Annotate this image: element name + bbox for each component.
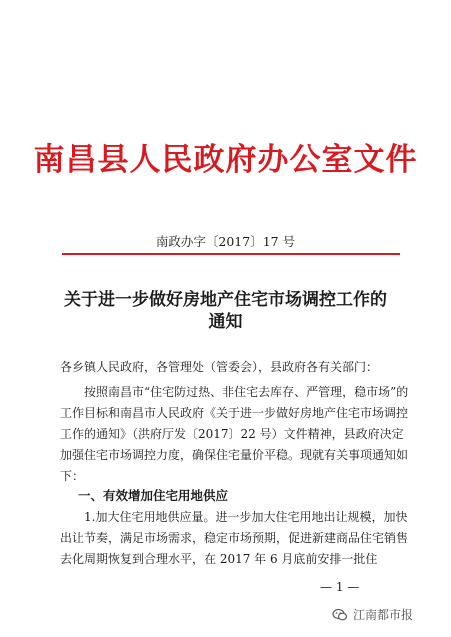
paragraph-2-text: 1.加大住宅用地供应量。进一步加大住宅用地出让规模，加快出让节奏，满足市场需求，稳定市场预期，促进新建商品住宅销售去化周期恢复到合理水平，在 2017 年 6 月底前安排一批住 [60,510,409,566]
source-watermark [332,606,413,623]
document-title-line1: 关于进一步做好房地产住宅市场调控工作的 [64,290,387,310]
paragraph-2 [60,507,410,570]
red-divider [62,253,400,255]
document-title-line2: 通知 [208,312,243,332]
page-number: — 1 — [320,580,360,594]
document-number: 南政办字〔2017〕17 号 [155,234,296,249]
wechat-icon [332,607,348,623]
section-heading-1: 一、有效增加住宅用地供应 [78,488,229,503]
document-header-title: 南昌县人民政府办公室文件 [33,142,418,178]
watermark-label: 江南都市报 [353,608,414,622]
paragraph-1 [60,382,410,487]
document-title [0,289,451,333]
salutation: 各乡镇人民政府，各管理处（管委会），县政府各有关部门： [60,360,379,374]
paragraph-1-text: 按照南昌市“住宅防过热、非住宅去库存、严管理，稳市场”的工作目标和南昌市人民政府《关于进一步做好房地产住宅市场调控工作的通知》（洪府厅发〔2017〕22 号）文件精神，县政府决定加强住宅市场调控力度，确保住宅量价平稳。现就有关事项通知如下： [60,385,409,483]
